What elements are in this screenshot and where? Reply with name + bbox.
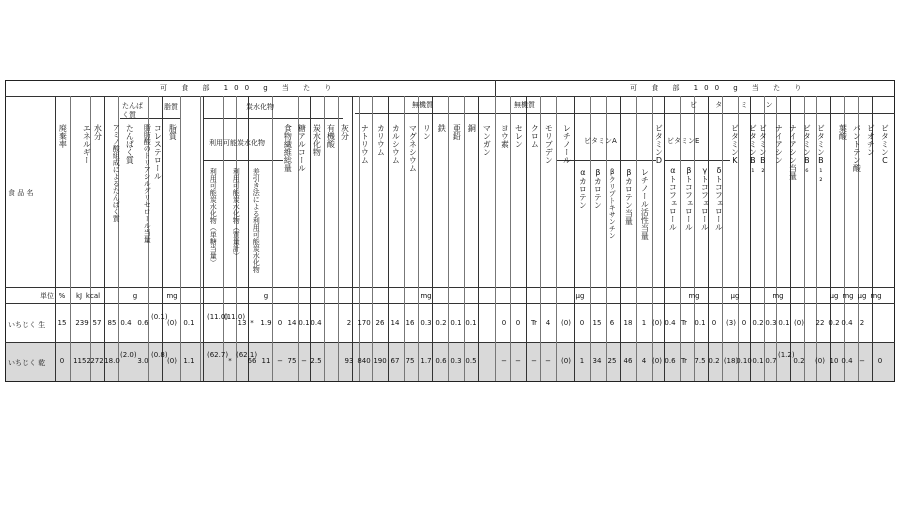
cell: 15 <box>57 319 67 327</box>
cell: 15 <box>592 319 602 327</box>
cell: 0.6 <box>664 357 676 365</box>
cell: 0 <box>59 357 65 365</box>
cell: (62.7) <box>207 351 229 359</box>
column-divider <box>162 96 163 381</box>
column-header: マンガン <box>482 124 492 156</box>
cell: 67 <box>390 357 400 365</box>
column-header: ナイアシン当量 <box>788 124 798 180</box>
column-header: エネルギー <box>82 124 92 164</box>
cell: Tr <box>680 319 688 327</box>
cell: 25 <box>607 357 617 365</box>
cell: * <box>250 319 254 327</box>
unit-mg3: mg <box>688 292 700 300</box>
column-header: たんぱく質 <box>125 124 135 164</box>
banner-divider <box>495 80 496 96</box>
unit-ug2: µg <box>730 292 740 300</box>
cell: (0) <box>561 357 571 365</box>
rule-units <box>5 287 895 288</box>
column-divider <box>464 96 465 381</box>
column-divider <box>104 96 105 381</box>
column-header: カリウム <box>376 124 386 156</box>
column-divider <box>708 96 709 381</box>
cell: 0 <box>501 319 507 327</box>
cell: Tr <box>530 319 538 327</box>
cell: 18 <box>623 319 633 327</box>
cell: 239 <box>75 319 89 327</box>
column-divider <box>388 96 389 381</box>
cell: − <box>277 357 283 365</box>
group-minerals: 無機質 <box>412 101 433 109</box>
column-header: 銅 <box>467 124 477 132</box>
cell: 0.1 <box>183 319 195 327</box>
unit-mg6: mg <box>870 292 882 300</box>
column-header: δトコフェロール <box>714 166 724 231</box>
column-header: βクリプトキサンチン <box>608 168 617 239</box>
column-header: 水分 <box>93 124 103 140</box>
cell: (0.8) <box>151 351 168 359</box>
cell: 0.1 <box>752 357 764 365</box>
cell: (0) <box>652 357 662 365</box>
cell: 75 <box>287 357 297 365</box>
column-header: 炭水化物 <box>312 124 322 156</box>
column-divider <box>574 96 575 381</box>
group-vitamin-e: ビタミンE <box>667 137 700 145</box>
column-divider <box>830 96 831 381</box>
column-header: ビタミンK <box>730 124 740 165</box>
rule-available-carb <box>203 160 283 161</box>
cell: 85 <box>107 319 117 327</box>
cell: 46 <box>623 357 633 365</box>
cell: 0.4 <box>841 357 853 365</box>
cell: 0.4 <box>120 319 132 327</box>
group-protein: たんぱく質 <box>122 102 143 119</box>
cell: 13 <box>237 319 247 327</box>
column-header: 有機酸 <box>326 124 336 148</box>
cell: 16 <box>405 319 415 327</box>
cell: 0.2 <box>793 357 805 365</box>
column-header: ナトリウム <box>360 124 370 164</box>
cell: 1.1 <box>183 357 195 365</box>
cell: 11 <box>261 357 271 365</box>
group-vitamins: ビ タ ミ ン <box>690 101 781 109</box>
cell: 272 <box>90 357 104 365</box>
column-header: パントテン酸 <box>852 124 862 172</box>
cell: 1.7 <box>420 357 432 365</box>
column-divider <box>55 96 56 381</box>
column-divider <box>432 96 433 381</box>
cell: − <box>531 357 537 365</box>
cell: 0.5 <box>465 357 477 365</box>
column-header: カルシウム <box>391 124 401 164</box>
column-header: 廃棄率 <box>58 124 68 148</box>
cell: 4 <box>545 319 551 327</box>
column-header: 脂質 <box>168 124 178 140</box>
column-header: ビタミンB₆ <box>802 124 812 174</box>
cell: * <box>228 357 232 365</box>
column-header: 食物繊維総量 <box>283 124 293 172</box>
column-header: ヨウ素 <box>500 124 510 148</box>
column-divider <box>510 96 511 381</box>
column-divider <box>200 96 201 381</box>
cell: (0) <box>815 357 825 365</box>
cell: − <box>301 357 307 365</box>
banner-left: 可 食 部 100 g 当 た り <box>160 84 338 92</box>
column-header: ビタミンB₂ <box>758 124 768 174</box>
column-divider <box>352 96 353 381</box>
column-header: 脂肪酸のトリアシルグリセロール当量 <box>143 124 152 243</box>
cell: (0) <box>167 319 177 327</box>
column-divider <box>372 96 373 381</box>
column-divider <box>448 96 449 381</box>
column-header: βカロテン <box>593 168 603 209</box>
cell: 0.7 <box>765 357 777 365</box>
cell: 2 <box>346 319 352 327</box>
cell: (11.0) <box>207 313 229 321</box>
column-divider <box>664 96 665 381</box>
column-header: ビオチン <box>866 124 876 156</box>
column-header: レチノール活性当量 <box>640 168 650 240</box>
cell: (0) <box>561 319 571 327</box>
cell: (1.2) <box>778 351 795 359</box>
cell: 0.4 <box>310 319 322 327</box>
column-header: αカロテン <box>578 168 588 209</box>
cell: 840 <box>357 357 371 365</box>
cell: 22 <box>815 319 825 327</box>
cell: 0.4 <box>841 319 853 327</box>
cell: (0.1) <box>151 313 168 321</box>
cell: − <box>515 357 521 365</box>
column-header: ビタミンD <box>654 124 664 165</box>
cell: 26 <box>375 319 385 327</box>
cell: 66 <box>247 357 257 365</box>
banner-right: 可 食 部 100 g 当 た り <box>630 84 808 92</box>
column-header: クロム <box>530 124 540 148</box>
cell: (0) <box>652 319 662 327</box>
cell: 1.9 <box>260 319 272 327</box>
column-header: ナイアシン <box>774 124 784 164</box>
column-header: リン <box>422 124 432 140</box>
cell: 0 <box>515 319 521 327</box>
cell: 75 <box>405 357 415 365</box>
column-divider <box>722 96 723 381</box>
cell: (3) <box>726 319 736 327</box>
cell: 18.0 <box>104 357 120 365</box>
cell: 4 <box>641 357 647 365</box>
cell: 6 <box>609 319 615 327</box>
cell: 0.10 <box>736 357 752 365</box>
cell: 93 <box>344 357 354 365</box>
column-divider <box>404 96 405 381</box>
unit-mg1: mg <box>166 292 178 300</box>
column-divider <box>324 96 325 381</box>
column-header: 差引き法による利用可能炭水化物 <box>252 168 261 273</box>
cell: 170 <box>357 319 371 327</box>
cell: 0.1 <box>465 319 477 327</box>
cell: 0 <box>877 357 883 365</box>
cell: 3.0 <box>137 357 149 365</box>
cell: 2 <box>859 319 865 327</box>
cell: 0.1 <box>298 319 310 327</box>
column-header: モリブデン <box>544 124 554 164</box>
cell: 0.2 <box>828 319 840 327</box>
column-divider <box>418 96 419 381</box>
column-header: コレステロール <box>153 124 163 180</box>
cell: Tr <box>680 357 688 365</box>
column-divider <box>526 96 527 381</box>
cell: 2.5 <box>310 357 322 365</box>
column-header: 葉酸 <box>838 124 848 140</box>
column-header: ビタミンB₁ <box>748 124 758 174</box>
rule-carb-group <box>203 118 343 119</box>
unit-waste: % <box>58 292 66 300</box>
cell: 0.2 <box>435 319 447 327</box>
column-header: ビタミンC <box>880 124 890 165</box>
rule-vitamin-e <box>664 160 730 161</box>
unit-ug3: µg <box>829 292 839 300</box>
row-name-dried: いちじく 乾 <box>8 359 46 367</box>
units-label: 単位 <box>40 292 54 300</box>
cell: 7.5 <box>694 357 706 365</box>
column-divider <box>540 96 541 381</box>
group-minerals-2: 無機質 <box>514 101 535 109</box>
cell: − <box>859 357 865 365</box>
column-header: 利用可能炭水化物（単糖当量） <box>209 168 218 266</box>
group-carb: 炭水化物 <box>246 103 274 111</box>
row-name-fresh: いちじく 生 <box>8 321 46 329</box>
column-header: 鉄 <box>437 124 447 132</box>
cell: 0.1 <box>694 319 706 327</box>
cell: 0.3 <box>420 319 432 327</box>
rule-row2 <box>5 342 895 343</box>
column-divider <box>70 96 71 381</box>
column-header: セレン <box>514 124 524 148</box>
cell: 0.4 <box>664 319 676 327</box>
group-available-carb: 利用可能炭水化物 <box>209 139 265 147</box>
unit-mg5: mg <box>842 292 854 300</box>
cell: (0) <box>794 319 804 327</box>
column-header: マグネシウム <box>408 124 418 172</box>
cell: 34 <box>592 357 602 365</box>
cell: 0.3 <box>450 357 462 365</box>
column-header: ビタミンB₁₂ <box>816 124 826 183</box>
cell: 0.2 <box>708 357 720 365</box>
cell: − <box>545 357 551 365</box>
unit-ug4: µg <box>857 292 867 300</box>
group-vitamin-a: ビタミンA <box>584 137 617 145</box>
cell: 0 <box>711 319 717 327</box>
cell: (2.0) <box>120 351 137 359</box>
column-divider <box>180 96 181 381</box>
unit-ug1: µg <box>575 292 585 300</box>
cell: (62.1) <box>236 351 258 359</box>
column-header: γトコフェロール <box>700 166 710 231</box>
unit-kcal: kcal <box>85 292 101 300</box>
cell: 57 <box>92 319 102 327</box>
column-header: レチノール <box>562 124 572 164</box>
column-header: αトコフェロール <box>668 166 678 231</box>
rule-minerals-vitamins <box>355 113 895 114</box>
unit-kj: kJ <box>75 292 83 300</box>
unit-g2: g <box>263 292 269 300</box>
rule-banner <box>5 96 895 97</box>
column-divider <box>620 96 621 381</box>
column-header: βカロテン当量 <box>624 168 634 225</box>
cell: 0.6 <box>137 319 149 327</box>
cell: 0.3 <box>765 319 777 327</box>
cell: 0 <box>741 319 747 327</box>
column-divider <box>338 96 339 381</box>
column-header: 利用可能炭水化物（質量計） <box>232 168 241 259</box>
column-header: βトコフェロール <box>684 166 694 231</box>
cell: 1152 <box>73 357 91 365</box>
column-divider <box>478 96 479 381</box>
cell: (11.0) <box>224 313 246 321</box>
column-divider <box>636 96 637 381</box>
cell: 0.1 <box>450 319 462 327</box>
food-name-header: 食 品 名 <box>8 189 34 197</box>
cell: 190 <box>373 357 387 365</box>
cell: 0.6 <box>435 357 447 365</box>
column-divider <box>203 96 204 381</box>
column-header: アミノ酸組成によるたんぱく質 <box>112 124 121 222</box>
cell: 0 <box>277 319 283 327</box>
cell: − <box>501 357 507 365</box>
cell: 0 <box>579 319 585 327</box>
cell: 0.1 <box>778 319 790 327</box>
group-lipid: 脂質 <box>164 103 178 111</box>
column-divider <box>310 96 311 381</box>
column-divider <box>652 96 653 381</box>
column-divider <box>272 96 273 381</box>
column-header: 亜鉛 <box>452 124 462 140</box>
column-header: 灰分 <box>340 124 350 140</box>
column-divider <box>495 96 496 381</box>
cell: (0) <box>167 357 177 365</box>
cell: 1 <box>641 319 647 327</box>
unit-mg2: mg <box>420 292 432 300</box>
rule-row1 <box>5 303 895 304</box>
column-header: 糖アルコール <box>297 124 307 172</box>
cell: (18) <box>723 357 739 365</box>
cell: 0.2 <box>752 319 764 327</box>
cell: 14 <box>287 319 297 327</box>
cell: 1 <box>579 357 585 365</box>
unit-mg4: mg <box>772 292 784 300</box>
cell: 14 <box>390 319 400 327</box>
unit-g1: g <box>132 292 138 300</box>
cell: 10 <box>829 357 839 365</box>
column-divider <box>556 96 557 381</box>
